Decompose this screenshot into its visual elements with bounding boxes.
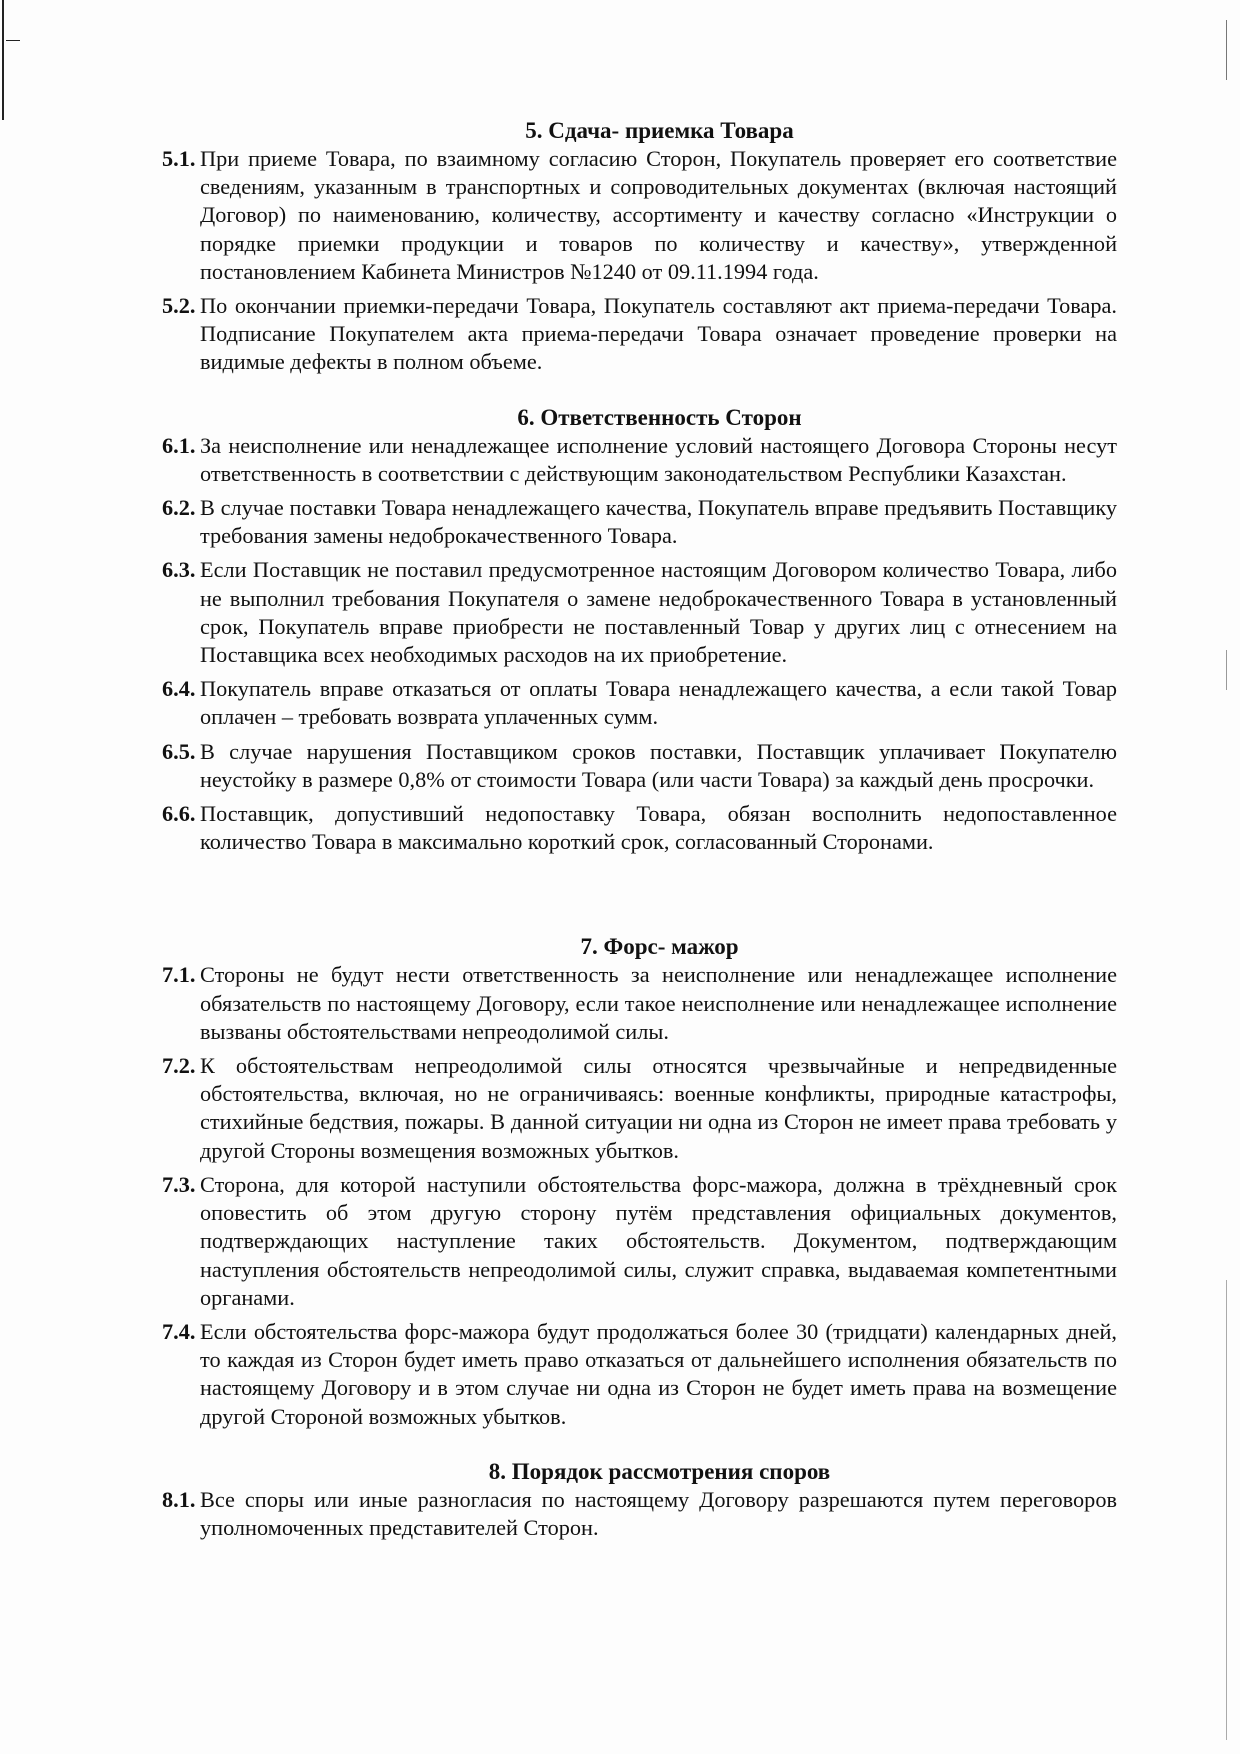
clause-5-1 bbox=[162, 145, 1117, 286]
clause-7-1 bbox=[162, 961, 1117, 1046]
section-title: 6. Ответственность Сторон bbox=[517, 404, 802, 430]
clause-text: При приеме Товара, по взаимному согласию Сторон, Покупатель проверяет его соответствие сведениям, указанным в транспортных и сопроводительных документах (включая настоящий Договор) по наименованию, количеству, ассортименту и качеству согласно «Инструкции о порядке приемки продукции и товаров по количеству и качеству», утвержденной постановлением Кабинета Министров №1240 от 09.11.1994 года. bbox=[200, 146, 1117, 284]
clause-6-4 bbox=[162, 675, 1117, 731]
clause-number: 5.2. bbox=[162, 293, 196, 319]
clause-7-2 bbox=[162, 1052, 1117, 1165]
clause-text: В случае нарушения Поставщиком сроков поставки, Поставщик уплачивает Покупателю неустойку в размере 0,8% от стоимости Товара (или части Товара) за каждый день просрочки. bbox=[200, 738, 1117, 792]
clause-7-4 bbox=[162, 1318, 1117, 1431]
clause-6-2 bbox=[162, 494, 1117, 550]
clause-number: 7.1. bbox=[162, 962, 196, 988]
clause-6-6 bbox=[162, 800, 1117, 856]
clause-text: Все споры или иные разногласия по настоящему Договору разрешаются путем переговоров уполномоченных представителей Сторон. bbox=[200, 1486, 1117, 1540]
clause-number: 7.2. bbox=[162, 1053, 196, 1079]
clause-6-1 bbox=[162, 432, 1117, 488]
clause-number: 6.3. bbox=[162, 557, 196, 583]
clause-number: 6.2. bbox=[162, 495, 196, 521]
clause-7-3 bbox=[162, 1171, 1117, 1312]
scan-edge-mark bbox=[6, 40, 20, 41]
scan-edge-mark bbox=[1226, 1280, 1227, 1740]
clause-text: Поставщик, допустивший недопоставку Товара, обязан восполнить недопоставленное количество Товара в максимально короткий срок, согласованный Сторонами. bbox=[200, 801, 1117, 855]
clause-text: По окончании приемки-передачи Товара, Покупатель составляют акт приема-передачи Товара. Подписание Покупателем акта приема-передачи Товара означает проведение проверки на видимые дефекты в полном объеме. bbox=[200, 293, 1117, 375]
section-7 bbox=[162, 932, 1117, 1430]
section-title: 8. Порядок рассмотрения споров bbox=[488, 1458, 831, 1484]
clause-text: Стороны не будут нести ответственность за неисполнение или ненадлежащее исполнение обязательств по настоящему Договору, если такое неисполнение или ненадлежащее исполнение вызваны обстоятельствами непреодолимой силы. bbox=[200, 962, 1117, 1044]
clause-number: 7.3. bbox=[162, 1171, 196, 1197]
clause-text: К обстоятельствам непреодолимой силы относятся чрезвычайные и непредвиденные обстоятельства, включая, но не ограничиваясь: военные конфликты, природные катастрофы, стихийные бедствия, пожары. В данной ситуации ни одна из Сторон не имеет права требовать у другой Стороны возмещения возможных убытков. bbox=[200, 1053, 1117, 1163]
clause-number: 6.4. bbox=[162, 676, 196, 702]
scan-edge-mark bbox=[1226, 20, 1227, 80]
clause-text: Если обстоятельства форс-мажора будут продолжаться более 30 (тридцати) календарных дней, то каждая из Сторон будет иметь право отказаться от дальнейшего исполнения обязательств по настоящему Договору и в этом случае ни одна из Сторон не будет иметь права на возмещение другой Стороной возможных убытков. bbox=[200, 1318, 1117, 1429]
clause-5-2 bbox=[162, 292, 1117, 377]
clause-text: Покупатель вправе отказаться от оплаты Товара ненадлежащего качества, а если такой Товар оплачен – требовать возврата уплаченных сумм. bbox=[200, 676, 1117, 730]
clause-8-1 bbox=[162, 1486, 1117, 1542]
clause-6-5 bbox=[162, 738, 1117, 794]
clause-text: В случае поставки Товара ненадлежащего качества, Покупатель вправе предъявить Поставщику требования замены недоброкачественного Товара. bbox=[200, 495, 1117, 549]
section-8 bbox=[162, 1457, 1117, 1542]
section-6 bbox=[162, 403, 1117, 857]
clause-number: 6.6. bbox=[162, 801, 196, 827]
scan-edge-mark bbox=[2, 0, 4, 120]
clause-text: За неисполнение или ненадлежащее исполнение условий настоящего Договора Стороны несут ответственность в соответствии с действующим законодательством Республики Казахстан. bbox=[200, 432, 1117, 486]
clause-number: 6.1. bbox=[162, 432, 196, 458]
clause-text: Если Поставщик не поставил предусмотренное настоящим Договором количество Товара, либо не выполнил требования Покупателя о замене недоброкачественного Товара в установленный срок, Покупатель вправе приобрести не поставленный Товар у других лиц с отнесением на Поставщика всех необходимых расходов на их приобретение. bbox=[200, 557, 1117, 668]
section-title: 7. Форс- мажор bbox=[580, 934, 739, 960]
clause-number: 6.5. bbox=[162, 738, 196, 764]
clause-6-3 bbox=[162, 556, 1117, 669]
clause-text: Сторона, для которой наступили обстоятельства форс-мажора, должна в трёхдневный срок оповестить об этом другую сторону путём представления официальных документов, подтверждающих наступление таких обстоятельств. Документом, подтверждающим наступления обстоятельств непреодолимой силы, служит справка, выдаваемая компетентными органами. bbox=[200, 1171, 1117, 1310]
clause-number: 8.1. bbox=[162, 1486, 196, 1512]
document-content bbox=[162, 116, 1117, 1542]
clause-number: 7.4. bbox=[162, 1318, 196, 1344]
scan-edge-mark bbox=[1226, 650, 1227, 690]
clause-number: 5.1. bbox=[162, 146, 196, 171]
section-5 bbox=[162, 116, 1117, 377]
section-title: 5. Сдача- приемка Товара bbox=[525, 118, 794, 143]
